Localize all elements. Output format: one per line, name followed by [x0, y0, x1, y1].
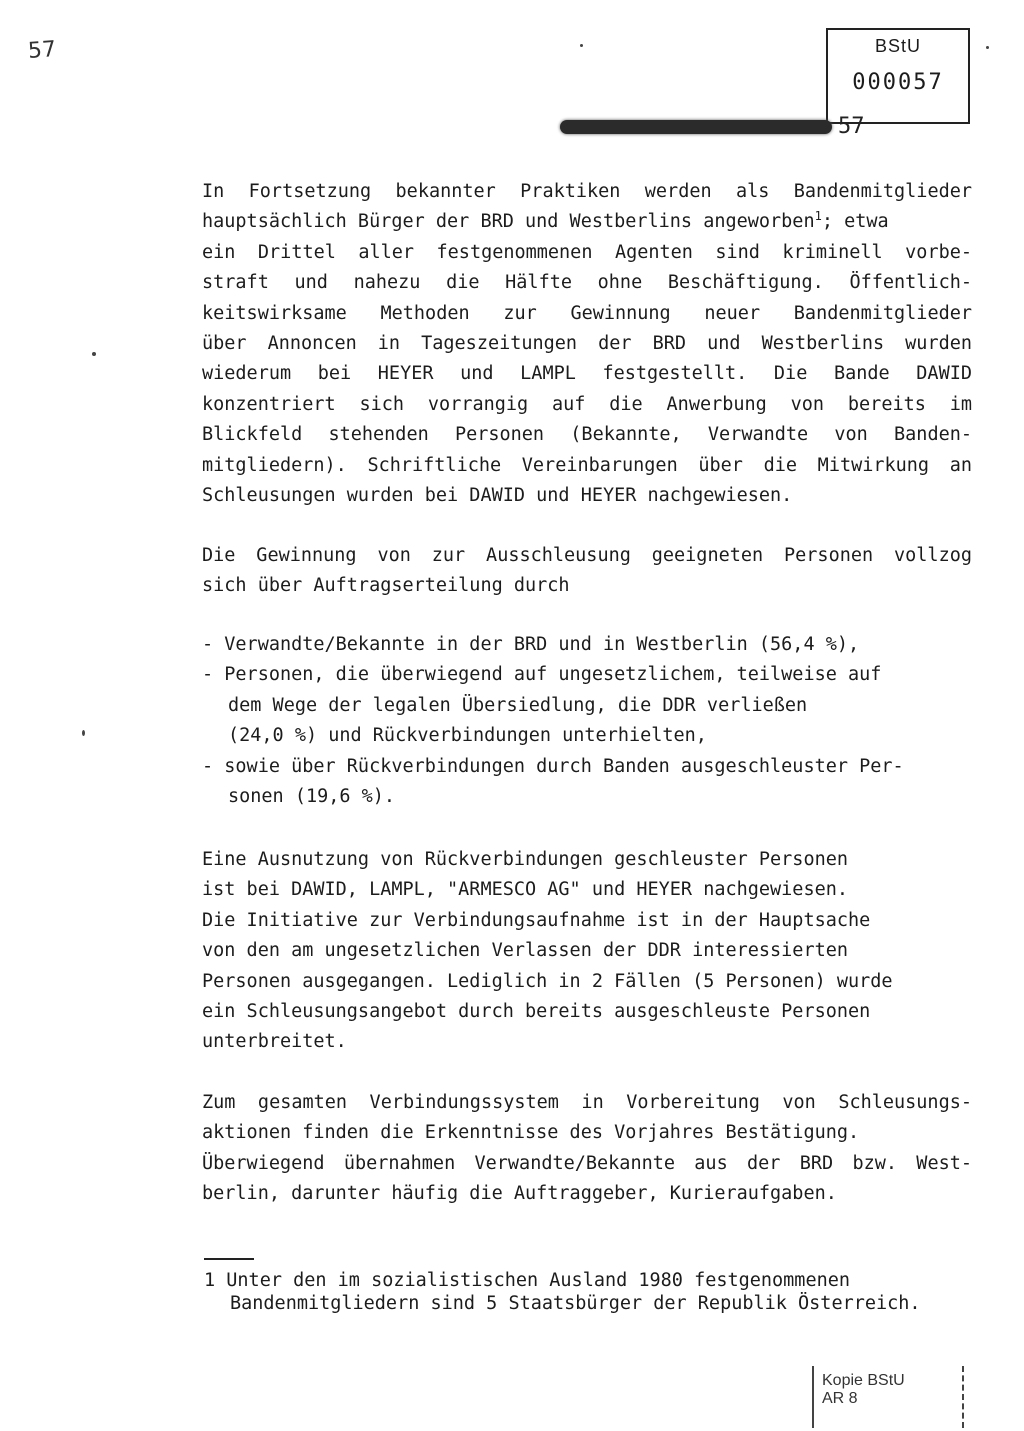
acquisition-list — [202, 630, 972, 812]
archive-stamp-line: Kopie BStU — [822, 1372, 905, 1389]
footnote-line: Bandenmitgliedern sind 5 Staatsbürger der Republik Österreich. — [230, 1293, 921, 1314]
stamp-org: BStU — [874, 36, 921, 56]
text-line: Die Initiative zur Verbindungsaufnahme ist in der Hauptsache — [202, 909, 871, 931]
redaction-bar — [560, 120, 832, 134]
text-line: mitgliedern). Schriftliche Vereinbarungen über die Mitwirkung an — [202, 454, 972, 476]
list-item-continuation: sonen (19,6 %). — [228, 786, 396, 808]
scan-speck — [986, 46, 989, 49]
scan-speck — [580, 44, 583, 47]
text-line: konzentriert sich vorrangig auf die Anwerbung von bereits im — [202, 393, 972, 415]
text-line: Zum gesamten Verbindungssystem in Vorbereitung von Schleusungs- — [202, 1092, 972, 1113]
text-line: sich über Auftragserteilung durch — [202, 575, 570, 597]
text-line: Eine Ausnutzung von Rückverbindungen geschleuster Personen — [202, 849, 849, 870]
text-line: ein Drittel aller festgenommenen Agenten sind kriminell vorbe- — [202, 241, 972, 263]
text-line: aktionen finden die Erkenntnisse des Vorjahres Bestätigung. — [202, 1122, 860, 1144]
text-segment: ; etwa — [821, 211, 889, 233]
text-line: wiederum bei HEYER und LAMPL festgestellt. Die Bande DAWID — [202, 363, 972, 385]
text-line: ein Schleusungsangebot durch bereits ausgeschleuste Personen — [202, 1001, 871, 1023]
list-item: - Personen, die überwiegend auf ungesetzlichem, teilweise auf — [202, 664, 882, 686]
text-line: ist bei DAWID, LAMPL, "ARMESCO AG" und HEYER nachgewiesen. — [202, 879, 849, 901]
text-line: Schleusungen wurden bei DAWID und HEYER nachgewiesen. — [202, 485, 793, 507]
text-line: Die Gewinnung von zur Ausschleusung geeigneten Personen vollzog — [202, 545, 972, 566]
bstu-stamp — [826, 28, 970, 124]
archive-copy-stamp — [812, 1366, 964, 1428]
text-line: Blickfeld stehenden Personen (Bekannte, Verwandte von Banden- — [202, 424, 972, 446]
footnote-reference: 1 — [814, 209, 822, 224]
footnote-rule — [204, 1258, 254, 1260]
text-segment: hauptsächlich Bürger der BRD und Westberlins angeworben — [202, 211, 815, 233]
paragraph-recruitment — [202, 177, 972, 511]
scan-speck — [82, 730, 85, 736]
list-item: - sowie über Rückverbindungen durch Banden ausgeschleuster Per- — [202, 755, 904, 777]
paragraph-acquisition — [202, 541, 972, 602]
text-line — [202, 207, 972, 237]
handwritten-page-number: 57 — [27, 37, 57, 64]
list-item-continuation: dem Wege der legalen Übersiedlung, die DDR verließen — [228, 694, 808, 716]
scan-speck — [92, 352, 96, 356]
text-line: keitswirksame Methoden zur Gewinnung neuer Bandenmitglieder — [202, 302, 972, 324]
archive-stamp-line: AR 8 — [822, 1390, 858, 1407]
paragraph-back-connections — [202, 845, 972, 1058]
text-line: berlin, darunter häufig die Auftraggeber, Kurieraufgaben. — [202, 1183, 837, 1205]
footnote — [204, 1269, 984, 1315]
footnote-line: 1 Unter den im sozialistischen Ausland 1980 festgenommenen — [204, 1270, 851, 1291]
text-line: straft und nahezu die Hälfte ohne Beschäftigung. Öffentlich- — [202, 272, 972, 294]
text-line: Personen ausgegangen. Lediglich in 2 Fällen (5 Personen) wurde — [202, 970, 893, 992]
text-line: Überwiegend übernahmen Verwandte/Bekannte aus der BRD bzw. West- — [202, 1152, 972, 1174]
text-line: von den am ungesetzlichen Verlassen der DDR interessierten — [202, 940, 849, 962]
stamp-number: 000057 — [852, 70, 944, 95]
page-number: 57 — [838, 114, 865, 139]
text-line: unterbreitet. — [202, 1031, 347, 1053]
paragraph-connection-system — [202, 1088, 972, 1210]
text-line: In Fortsetzung bekannter Praktiken werden als Bandenmitglieder — [202, 181, 972, 202]
text-line: über Annoncen in Tageszeitungen der BRD und Westberlins wurden — [202, 333, 972, 355]
list-item-continuation: (24,0 %) und Rückverbindungen unterhielten, — [228, 725, 707, 747]
list-item: - Verwandte/Bekannte in der BRD und in Westberlin (56,4 %), — [202, 634, 860, 655]
